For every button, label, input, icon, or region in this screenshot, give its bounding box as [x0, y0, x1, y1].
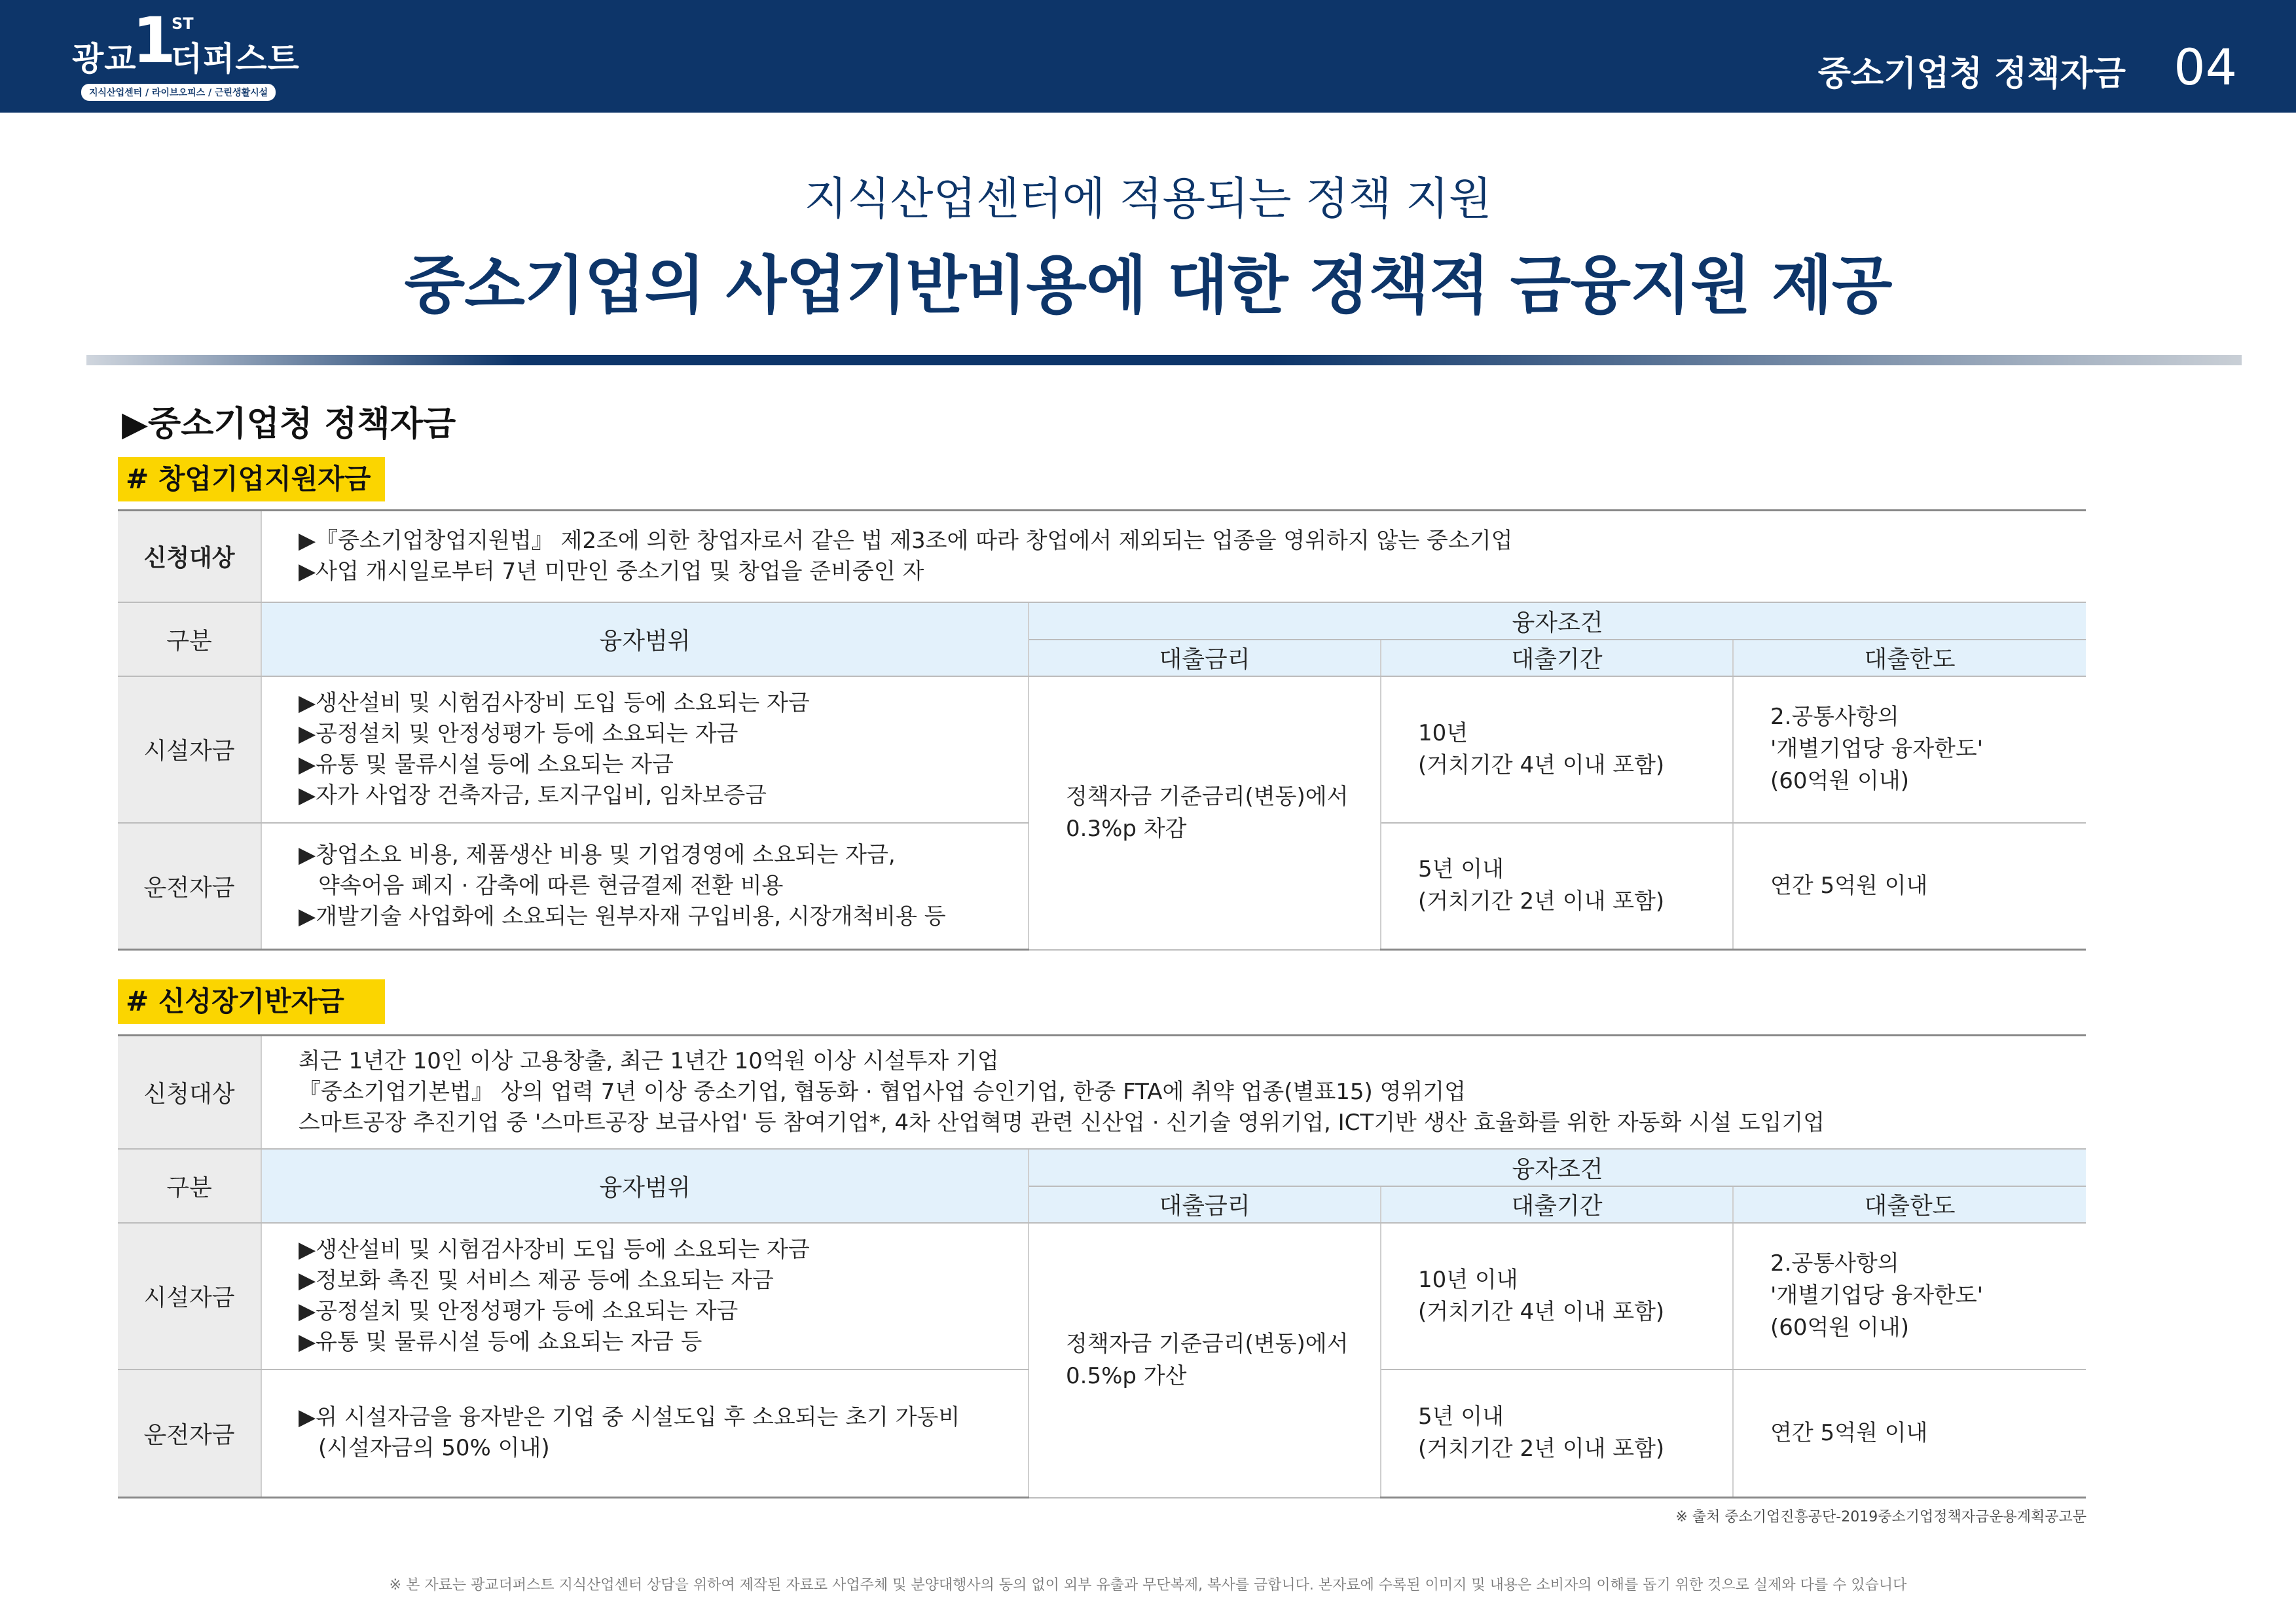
limit-line: '개별기업당 융자한도' — [1770, 736, 1984, 762]
scope-line: ▶자가 사업장 건축자금, 토지구입비, 임차보증금 — [299, 782, 767, 808]
table-row — [118, 676, 2086, 823]
logo-tagline: 지식산업센터 / 라이브오피스 / 근린생활시설 — [81, 84, 276, 101]
category-header: 구분 — [118, 602, 261, 676]
eligibility-line: 최근 1년간 10인 이상 고용창출, 최근 1년간 10억원 이상 시설투자 기업 — [299, 1047, 999, 1074]
limit-line: 2.공통사항의 — [1770, 1250, 1899, 1277]
page-title: 중소기업의 사업기반비용에 대한 정책적 금융지원 제공 — [404, 249, 1892, 322]
scope-header: 융자범위 — [261, 602, 1029, 676]
scope-line: ▶생산설비 및 시험검사장비 도입 등에 소요되는 자금 — [299, 689, 810, 716]
eligibility-line: ▶사업 개시일로부터 7년 미만인 중소기업 및 창업을 준비중인 자 — [299, 558, 924, 585]
startup-fund-tag: # 창업기업지원자금 — [118, 457, 385, 501]
operating-scope-cell — [261, 1370, 1029, 1498]
operating-scope-cell — [261, 823, 1029, 950]
logo-one: 1 — [132, 4, 176, 77]
rate-line: 정책자금 기준금리(변동)에서 — [1066, 783, 1349, 810]
startup-fund-table — [118, 509, 2086, 951]
table-row — [118, 1223, 2086, 1370]
rate-line: 정책자금 기준금리(변동)에서 — [1066, 1330, 1349, 1357]
growth-fund-tag: # 신성장기반자금 — [118, 979, 385, 1024]
scope-line: ▶유통 및 물류시설 등에 소요되는 자금 — [299, 751, 674, 778]
header-title: 중소기업청 정책자금 — [1817, 54, 2126, 94]
operating-label: 운전자금 — [118, 823, 261, 950]
scope-line: ▶정보화 촉진 및 서비스 제공 등에 소요되는 자금 — [299, 1267, 774, 1294]
period-line: (거치기간 4년 이내 포함) — [1418, 752, 1665, 778]
period-cell — [1381, 823, 1733, 950]
facility-label: 시설자금 — [118, 1223, 261, 1370]
period-line: (거치기간 2년 이내 포함) — [1418, 888, 1665, 915]
eligibility-line: 스마트공장 추진기업 중 '스마트공장 보급사업' 등 참여기업*, 4차 산업혁명 관련 신산업 · 신기술 영위기업, ICT기반 생산 효율화를 위한 자동화 시설 도입기업 — [299, 1109, 1825, 1136]
eligibility-line: ▶『중소기업창업지원법』 제2조에 의한 창업자로서 같은 법 제3조에 따라 창업에서 제외되는 업종을 영위하지 않는 중소기업 — [299, 527, 1513, 554]
conditions-header: 융자조건 — [1029, 1149, 2086, 1186]
rate-header: 대출금리 — [1029, 1186, 1381, 1223]
scope-line: ▶공정설치 및 안정성평가 등에 소요되는 자금 — [299, 720, 738, 747]
scope-line: 약속어음 폐지 · 감축에 따른 현금결제 전환 비용 — [318, 872, 784, 899]
scope-line: ▶개발기술 사업화에 소요되는 원부자재 구입비용, 시장개척비용 등 — [299, 903, 946, 930]
section-heading: ▶중소기업청 정책자금 — [122, 405, 456, 444]
top-bar — [0, 0, 2296, 113]
period-cell — [1381, 1370, 1733, 1498]
footer-disclaimer: ※ 본 자료는 광교더퍼스트 지식산업센터 상담을 위하여 제작된 자료로 사업주체 및 분양대행사의 동의 없이 외부 유출과 무단복제, 복사를 금합니다. 본자료에 수록된 이미지 및 내용은 소비자의 이해를 돕기 위한 것으로 실제와 다를 수 있습니다 — [389, 1577, 1907, 1593]
table-header-row — [118, 602, 2086, 640]
eligibility-label: 신청대상 — [118, 1036, 261, 1149]
table-header-row — [118, 1149, 2086, 1186]
limit-line: (60억원 이내) — [1770, 1315, 1909, 1341]
growth-fund-table — [118, 1034, 2086, 1498]
category-header: 구분 — [118, 1149, 261, 1223]
table-row — [118, 511, 2086, 602]
period-cell — [1381, 1223, 1733, 1370]
logo — [72, 4, 301, 105]
rate-cell — [1029, 1223, 1381, 1498]
scope-line: ▶위 시설자금을 융자받은 기업 중 시설도입 후 소요되는 초기 가동비 — [299, 1404, 960, 1431]
period-line: 10년 — [1418, 719, 1468, 746]
scope-line: ▶창업소요 비용, 제품생산 비용 및 기업경영에 소요되는 자금, — [299, 841, 896, 868]
period-line: 10년 이내 — [1418, 1266, 1518, 1293]
limit-line: 연간 5억원 이내 — [1770, 1419, 1928, 1446]
page-subtitle: 지식산업센터에 적용되는 정책 지원 — [804, 173, 1492, 225]
limit-header: 대출한도 — [1733, 640, 2086, 676]
table-row — [118, 1036, 2086, 1149]
source-note: ※ 출처 중소기업진흥공단-2019중소기업정책자금운용계획공고문 — [1675, 1509, 2086, 1525]
eligibility-label: 신청대상 — [118, 511, 261, 602]
scope-line: ▶공정설치 및 안정성평가 등에 소요되는 자금 — [299, 1298, 738, 1324]
facility-scope-cell — [261, 1223, 1029, 1370]
logo-brand: 광교 더퍼스트 — [72, 40, 300, 78]
limit-cell — [1733, 1223, 2086, 1370]
limit-header: 대출한도 — [1733, 1186, 2086, 1223]
conditions-header: 융자조건 — [1029, 602, 2086, 640]
period-cell — [1381, 676, 1733, 823]
limit-cell — [1733, 823, 2086, 950]
period-header: 대출기간 — [1381, 640, 1733, 676]
period-line: (거치기간 4년 이내 포함) — [1418, 1298, 1665, 1325]
rate-line: 0.3%p 차감 — [1066, 815, 1187, 842]
logo-st: ST — [172, 14, 194, 33]
limit-line: 연간 5억원 이내 — [1770, 872, 1928, 899]
page-number: 04 — [2174, 38, 2237, 96]
period-line: 5년 이내 — [1418, 856, 1504, 883]
period-line: 5년 이내 — [1418, 1404, 1504, 1430]
eligibility-cell — [261, 1036, 2086, 1149]
period-header: 대출기간 — [1381, 1186, 1733, 1223]
period-line: (거치기간 2년 이내 포함) — [1418, 1436, 1665, 1462]
eligibility-line: 『중소기업기본법』 상의 업력 7년 이상 중소기업, 협동화 · 협업사업 승인기업, 한중 FTA에 취약 업종(별표15) 영위기업 — [299, 1078, 1466, 1105]
facility-label: 시설자금 — [118, 676, 261, 823]
rate-cell — [1029, 676, 1381, 950]
scope-line: ▶유통 및 물류시설 등에 쇼요되는 자금 등 — [299, 1328, 702, 1355]
limit-cell — [1733, 1370, 2086, 1498]
facility-scope-cell — [261, 676, 1029, 823]
title-divider — [86, 355, 2242, 365]
limit-cell — [1733, 676, 2086, 823]
scope-line: ▶생산설비 및 시험검사장비 도입 등에 소요되는 자금 — [299, 1236, 810, 1263]
rate-header: 대출금리 — [1029, 640, 1381, 676]
operating-label: 운전자금 — [118, 1370, 261, 1498]
scope-header: 융자범위 — [261, 1149, 1029, 1223]
rate-line: 0.5%p 가산 — [1066, 1362, 1187, 1389]
limit-line: '개별기업당 융자한도' — [1770, 1282, 1984, 1309]
limit-line: 2.공통사항의 — [1770, 704, 1899, 730]
limit-line: (60억원 이내) — [1770, 768, 1909, 794]
eligibility-cell — [261, 511, 2086, 602]
scope-line: (시설자금의 50% 이내) — [318, 1435, 550, 1462]
